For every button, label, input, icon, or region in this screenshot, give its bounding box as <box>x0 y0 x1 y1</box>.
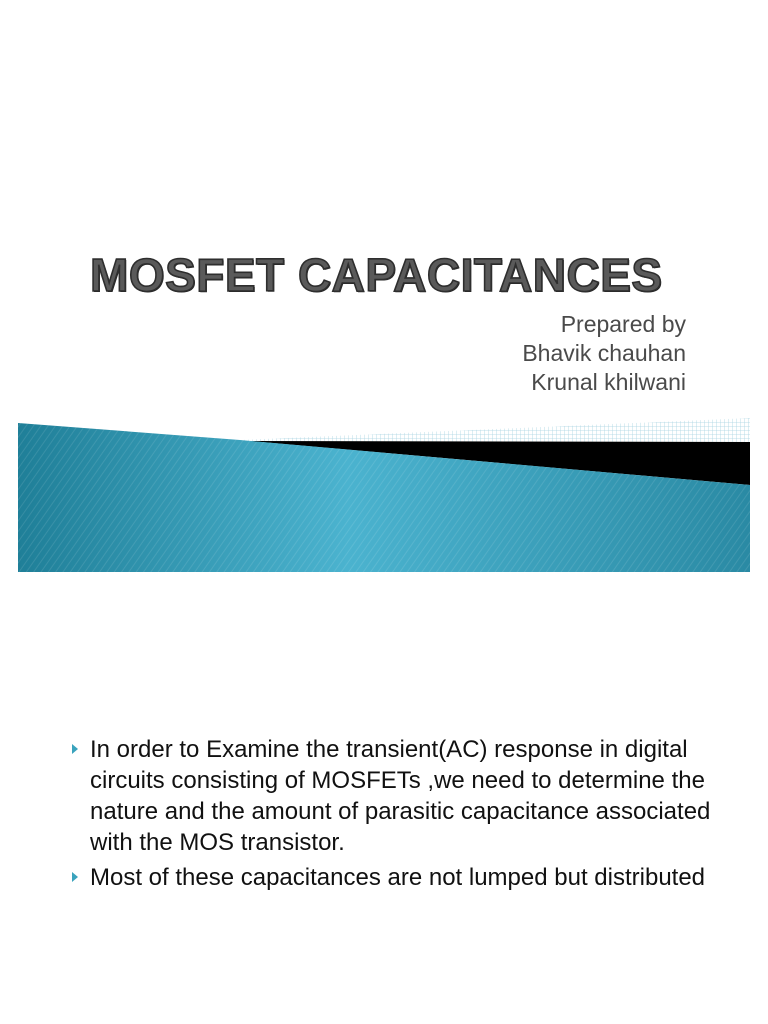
decorative-banner <box>0 410 768 580</box>
bullet-list <box>72 734 722 897</box>
bullet-item <box>72 862 722 893</box>
content-slide <box>0 690 768 1024</box>
triangle-right-icon <box>72 744 78 754</box>
banner-grid-band <box>240 418 750 442</box>
bullet-text: Most of these capacitances are not lumped but distributed <box>90 864 706 891</box>
slide-title: MOSFET CAPACITANCES <box>90 249 663 301</box>
subtitle-line-prepared-by: Prepared by <box>560 311 686 337</box>
subtitle-line-author-1: Bhavik chauhan <box>522 340 686 366</box>
bullet-text: In order to Examine the transient(AC) response in digital circuits consisting of MOSFETs ,we need to determine the nature and the amount of parasitic capacitance associated with the MOS transistor. <box>90 736 711 856</box>
subtitle-line-author-2: Krunal khilwani <box>531 369 686 395</box>
bullet-item <box>72 734 722 858</box>
slide-subtitle <box>522 310 686 397</box>
triangle-right-icon <box>72 872 78 882</box>
